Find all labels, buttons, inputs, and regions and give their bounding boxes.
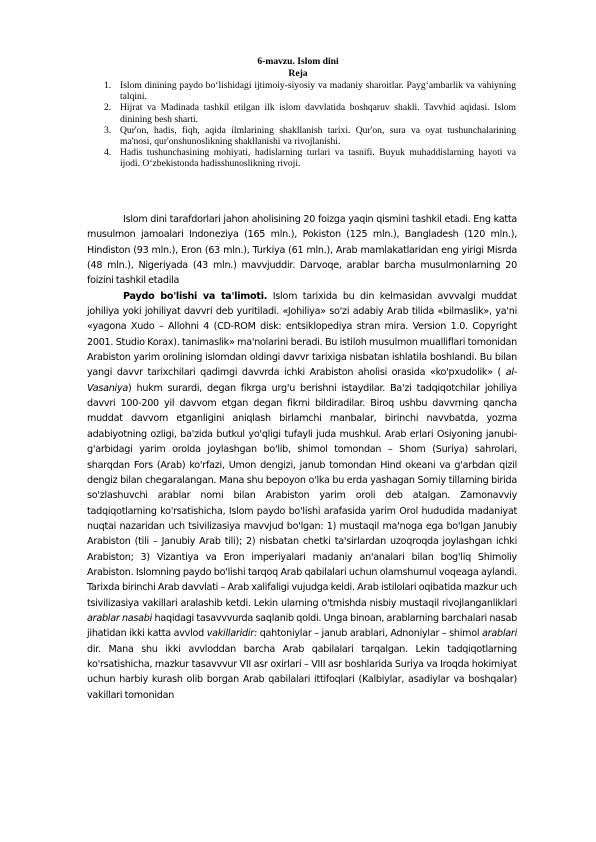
paragraph-text: Islom tarixida bu din kelmasidan avvvalgi muddat johiliya yoki johiliyat davvri deb yuritiladi. «Johiliya» so'zi adabiy Arab tilida «bilmaslik», ya'ni «yagona Xudo – Allohni 4 (CD-ROM disk: entsiklopediya stran mira. Version 1.0. Copyright 2001. Studio Korax). tanimaslik» ma'nolarini beradi. Bu istiloh musulmon mualliflari tomonidan Arabiston yarim orolining islomdan oldingi davvr tarixiga nisbatan ishlatila boshlandi. Bu bilan yangi davvr tarixchilari qadimgi davvrda ichki Arabiston aholisi orasida «ko'pxudolik» ( — [87, 290, 517, 379]
plan-item-text: Hadis tushunchasining mohiyati, hadislarning turlari va tasnifi. Buyuk muhaddislarning hayoti va ijodi. Oʻzbekistonda hadisshunoslikning rivoji. — [120, 147, 516, 170]
plan-item — [104, 102, 516, 125]
plan-item-number: 2. — [104, 102, 112, 114]
italic-term: arablar nasabi — [87, 612, 153, 624]
italic-term: vakillaridir: — [206, 628, 257, 640]
plan-heading: Reja — [288, 67, 308, 79]
paragraph-text: haqidagi tasavvvurda saqlanib qoldi. Unga binoan, arablarning barchalari nasab jihatidan ikki katta avvlod — [87, 612, 517, 640]
section-heading: Paydo bo'lishi va ta'limoti. — [123, 290, 268, 302]
title-block — [0, 56, 596, 79]
plan-item — [104, 124, 516, 148]
plan-item-text: Islom dinining paydo boʻlishidagi ijtimoiy-siyosiy va madaniy sharoitlar. Paygʻambarlik va vahiyning talqini. — [120, 80, 516, 103]
doc-title: 6-mavzu. Islom dini — [257, 56, 339, 67]
plan-item-text: Qur'on, hadis, fiqh, aqida ilmlarining shakllanish tarixi. Qur'on, sura va oyat tushunchalarining ma'nosi, qur'onshunoslikning shakllanishi va rivojlanishi. — [120, 124, 516, 148]
plan-item — [104, 147, 516, 170]
body-text — [87, 212, 517, 703]
plan-item — [104, 80, 516, 103]
italic-term: al-Vasaniya — [87, 367, 517, 394]
italic-term: arablari — [482, 628, 517, 640]
plan-list — [104, 80, 516, 170]
paragraph-origin — [87, 289, 517, 703]
plan-item-number: 1. — [104, 80, 112, 91]
paragraph-text: ) hukm surardi, degan fikrga urg'u berishni istaydilar. Ba'zi tadqiqotchilar johiliya davvri 100-200 yil davvom etgan degan fikrni bildiradilar. Biroq ushbu davvrning qancha muddat davvom etganligini aniqlash birlamchi manbalar, birinchi navvbatda, yozma adabiyotning ozligi, ba'zida butkul yo'qligi tufayli juda mushkul. Arab erlari Osiyoning janubi-g'arbidagi yarim orolda joylashgan bo'lib, shimol tomondan – Shom (Suriya) sahrolari, sharqdan Fors (Arab) ko'rfazi, Umon dengizi, janub tomondan Hind okeani va g'arbdan qizil dengiz bilan chegaralangan. Mana shu bepoyon o'lka bu erda yashagan Somiy tillarning birida so'zlashuvchi arablar nomi bilan Arabiston yarim oroli deb atalgan. Zamonavviy tadqiqotlarning ko'rsatishicha, Islom paydo bo'lishi arafasida yarim Orol hududida madaniyat nuqtai nazaridan uch tsivilizasiya mavvjud bo'lgan: 1) mustaqil ma'noga ega bo'lgan Janubiy Arabiston (tili – Janubiy Arab tili); 2) nisbatan chetki ta'sirlardan uzoqroqda joylashgan ichki Arabiston; 3) Vizantiya va Eron imperiyalari madaniy an'analari bilan bog'liq Shimoliy Arabiston. Islomning paydo bo'lishi tarqoq Arab qabilalari uchun olamshumul voqeaga aylandi. Tarixda birinchi Arab davvlati – Arab xalifaligi vujudga keldi. Arab istilolari oqibatida mazkur uch tsivilizasiya vakillari aralashib ketdi. Lekin ularning o'tmishda nisbiy mustaqil rivojlanganliklari — [87, 382, 517, 609]
paragraph-intro: Islom dini tarafdorlari jahon aholisining 20 foizga yaqin qismini tashkil etadi. Eng katta musulmon jamoalari Indoneziya (165 mln.), Pokiston (125 mln.), Bangladesh (120 mln.), Hindiston (93 mln.), Eron (63 mln.), Turkiya (61 mln.), Arab mamlakatlaridan eng yirigi Misrda (48 mln.), Nigeriyada (43 mln.) mavvjuddir. Darvoqe, arablar barcha musulmonlarning 20 foizini tashkil etadila — [87, 214, 517, 287]
plan-item-text: Hijrat va Madinada tashkil etilgan ilk islom davvlatida boshqaruv shakli. Tavvhid aqidasi. Islom dinining besh sharti. — [120, 102, 516, 125]
paragraph-text: dir. Mana shu ikki avvloddan barcha Arab qabilalari tarqalgan. Lekin tadqiqotlarning ko'rsatishicha, mazkur tasavvvur VII asr oxirlari – VIII asr boshlarida Suriya va Iroqda hokimiyat uchun harbiy kurash olib borgan Arab qabilalari ittifoqlari (Kalbiylar, asadiylar va boshqalar) vakillari tomonidan — [87, 643, 517, 701]
plan-item-number: 4. — [104, 147, 112, 159]
plan-item-number: 3. — [104, 124, 112, 136]
paragraph-text: qahtoniylar – janub arablari, Adnoniylar – shimol — [256, 628, 483, 640]
